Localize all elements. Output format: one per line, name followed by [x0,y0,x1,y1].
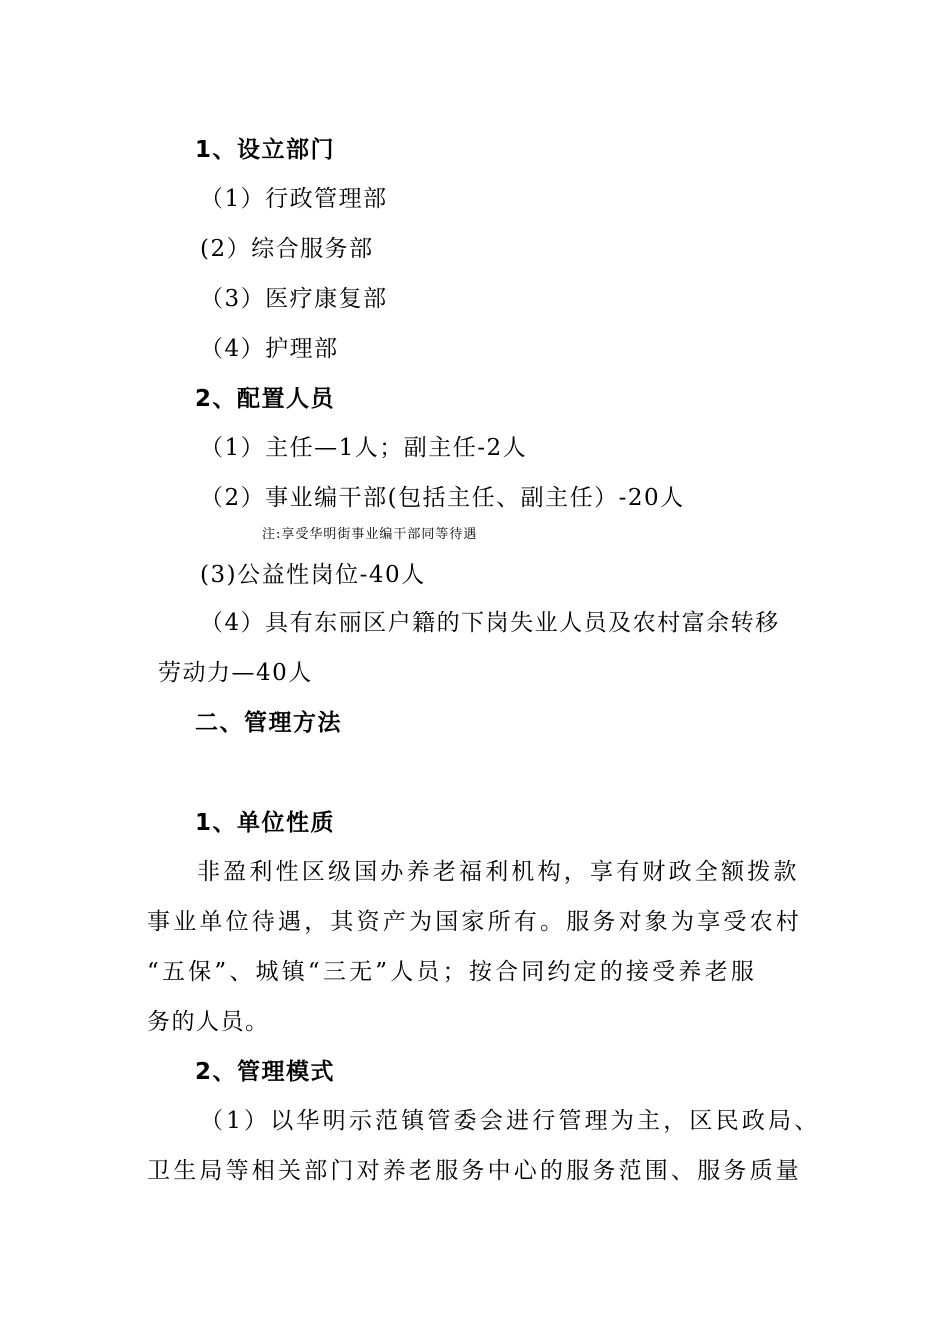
heading-staffing: 2、配置人员 [195,386,336,412]
staff-item-4-line-2: 劳动力—40人 [158,660,313,686]
paragraph-unit-nature-line-2: 事业单位待遇，其资产为国家所有。服务对象为享受农村 [147,909,802,935]
paragraph-unit-nature-line-3: “五保”、城镇“三无”人员；按合同约定的接受养老服 [147,959,758,985]
staff-item-1: （1）主任—1人；副主任-2人 [200,435,528,461]
staff-item-4-line-1: （4）具有东丽区户籍的下岗失业人员及农村富余转移 [200,610,780,636]
heading-departments: 1、设立部门 [195,137,336,163]
heading-unit-nature: 1、单位性质 [195,810,336,836]
heading-management-mode: 2、管理模式 [195,1059,336,1085]
dept-item-4: （4）护理部 [200,336,339,362]
dept-item-1: （1）行政管理部 [200,186,388,212]
staff-note: 注:享受华明街事业编干部同等待遇 [262,527,478,542]
dept-item-3: （3）医疗康复部 [200,286,388,312]
dept-item-2: (2）综合服务部 [200,236,374,262]
staff-item-3: (3)公益性岗位-40人 [200,562,426,588]
paragraph-unit-nature-line-1: 非盈利性区级国办养老福利机构，享有财政全额拨款 [197,859,800,885]
heading-management-methods: 二、管理方法 [195,710,342,736]
staff-item-2: （2）事业编干部(包括主任、副主任）-20人 [200,485,685,511]
paragraph-unit-nature-line-4: 务的人员。 [147,1009,270,1035]
paragraph-management-mode-line-1: （1）以华明示范镇管委会进行管理为主，区民政局、 [200,1108,821,1134]
paragraph-management-mode-line-2: 卫生局等相关部门对养老服务中心的服务范围、服务质量 [147,1158,802,1184]
